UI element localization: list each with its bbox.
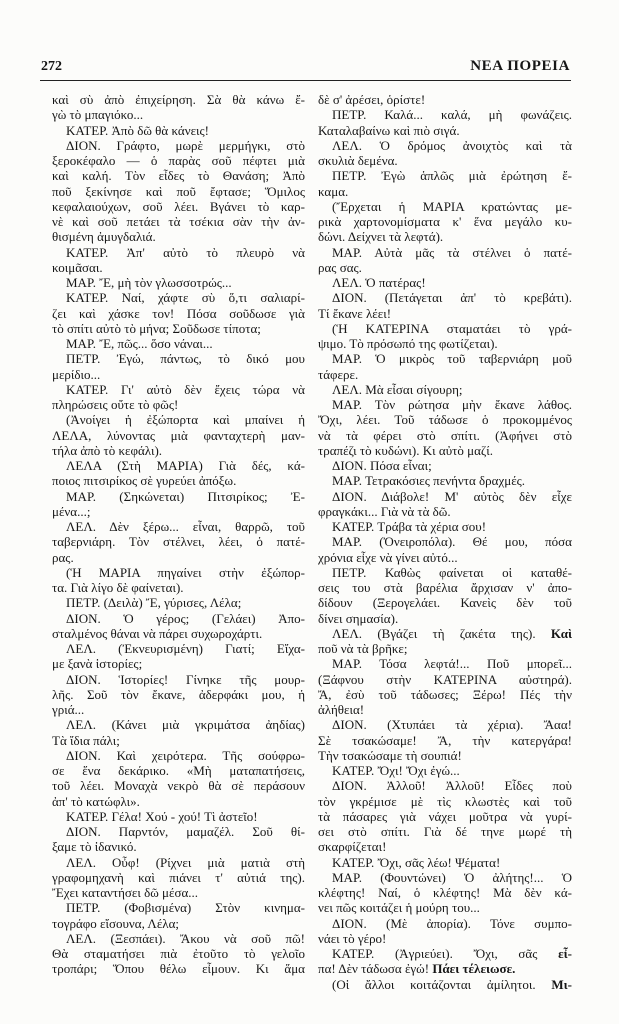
text-line (318, 290, 572, 305)
text-line (52, 260, 305, 275)
line-text: χρόνια εἶχε νὰ γίνει αὐτό... (318, 549, 458, 565)
text-column-right (318, 92, 572, 992)
line-text: σκυλιὰ δεμένα. (318, 153, 398, 168)
line-text: δώνι. Δείχνει τὰ λεφτά). (318, 229, 444, 245)
line-text: ΜΑΡ. (Φουντώνει) Ὁ ἀλήτης!... Ὁ (332, 869, 572, 885)
text-line (52, 687, 305, 702)
dialogue-paragraph (318, 92, 572, 107)
dialogue-paragraph (52, 138, 305, 245)
dialogue-paragraph (52, 900, 305, 931)
text-line (318, 717, 572, 732)
line-text: (Ἡ ΚΑΤΕΡΙΝΑ σταματάει τὸ γρά- (332, 320, 572, 336)
line-text: ΛΕΛ. Ὁ πατέρας! (332, 275, 426, 290)
text-line (318, 794, 572, 809)
line-text: ΔΙΟΝ. Ἱστορίες! Γίνηκε τῆς μουρ- (66, 671, 305, 687)
line-text: γὼ τὸ μπαγιόκο... (52, 107, 144, 123)
line-text: ΠΕΤΡ. Καλά... καλά, μὴ φωνάζεις. (332, 107, 572, 123)
stage-direction (52, 565, 305, 596)
text-line (318, 397, 572, 412)
dialogue-paragraph (52, 672, 305, 718)
text-line (318, 382, 572, 397)
dialogue-paragraph (318, 168, 572, 199)
text-line (52, 245, 305, 260)
text-column-left (52, 92, 305, 977)
line-text: ΜΑΡ. Ἔ, μὴ τὸν γλωσσοτρώς... (66, 275, 232, 290)
text-line (52, 931, 305, 946)
text-line (318, 336, 572, 351)
text-line (52, 885, 305, 900)
text-line (52, 412, 305, 427)
line-text: νὲ καὶ σοῦ πετάει τὰ τσέκια σὰν τὴν ἀν- (52, 214, 305, 229)
line-text-bold: Πάει τέλειωσε. (432, 961, 516, 977)
line-text: τοῦ λέει. Μοναχὰ νεκρὸ θὰ σὲ περάσουν (52, 778, 305, 794)
text-line (52, 290, 305, 305)
text-line (52, 809, 305, 824)
line-text: ΛΕΛ. (Ξεσπάει). Ἄκου νὰ σοῦ πῶ! (66, 930, 305, 946)
line-text: ΛΕΛ. (Ἐκνευρισμένη) Γιατί; Εἴχα- (66, 641, 305, 656)
text-line (52, 855, 305, 870)
line-text: (Ξάφνου στὴν ΚΑΤΕΡΙΝΑ αὐστηρά). (318, 671, 572, 687)
line-text: τα. Γιὰ λίγο δὲ φαίνεται). (52, 580, 184, 595)
text-line (318, 489, 572, 504)
text-line (52, 107, 305, 122)
stage-direction (318, 321, 572, 352)
line-text: τὸν γκρέμισε μὲ τὶς κλωστὲς καὶ τοῦ (318, 793, 572, 809)
text-line (52, 275, 305, 290)
line-text: (Ἔρχεται ἡ ΜΑΡΙΑ κρατώντας με- (332, 198, 572, 214)
dialogue-paragraph (52, 748, 305, 809)
text-line (318, 138, 572, 153)
line-text: νει πῶς κοιτάζει ἡ μούρη του... (318, 900, 480, 916)
line-text: πα! Δὲν τάδωσα ἐγώ! (318, 961, 433, 977)
text-line (52, 656, 305, 671)
text-line (318, 916, 572, 931)
text-line (52, 839, 305, 854)
text-line (318, 565, 572, 580)
dialogue-paragraph (318, 290, 572, 321)
line-text: τροπάρι; Ὅπου θέλω εἶμουν. Κι ἅμα (52, 961, 305, 977)
text-line (52, 641, 305, 656)
line-text: ΠΕΤΡ. Ἐγώ, πάντως, τὸ δικό μου (66, 351, 305, 367)
dialogue-paragraph (52, 595, 305, 610)
line-text: τογράφο εἴσουνα, Λέλα; (52, 915, 180, 931)
dialogue-paragraph (52, 519, 305, 565)
line-text: ρας. (52, 549, 74, 565)
line-text: ΔΙΟΝ. Καὶ χειρότερα. Τῆς σούφρω- (66, 747, 305, 763)
dialogue-paragraph (318, 763, 572, 778)
line-text: νάει τὸ γέρο! (318, 930, 387, 946)
line-text: πληρώσεις οὔτε τὸ φῶς! (52, 397, 179, 412)
text-line (318, 412, 572, 427)
dialogue-paragraph (52, 855, 305, 901)
text-line (52, 763, 305, 778)
line-text: ΜΑΡ. Τετρακόσιες πενήντα δραχμές. (332, 473, 526, 489)
dialogue-paragraph (318, 778, 572, 854)
line-text: ΜΑΡ. Ὁ μικρὸς τοῦ ταβερνιάρη μοῦ (332, 351, 572, 367)
line-text: σε ἕνα δεκάρικο. «Μὴ ματαπατήσεις, (52, 763, 305, 778)
dialogue-paragraph (318, 519, 572, 534)
line-text: ΠΕΤΡ. (Φοβισμένα) Στὸν κινημα- (66, 900, 305, 916)
dialogue-paragraph (318, 138, 572, 169)
text-line (52, 336, 305, 351)
text-line (318, 550, 572, 565)
text-line (52, 580, 305, 595)
dialogue-paragraph (52, 351, 305, 382)
dialogue-paragraph (318, 855, 572, 870)
line-text: (Ἀνοίγει ἡ ἐξώπορτα καὶ μπαίνει ἡ (66, 412, 305, 428)
text-line (52, 397, 305, 412)
line-text: μένα...; (52, 503, 91, 519)
line-text: ΛΕΛ. (Βγάζει τὴ ζακέτα της). (332, 625, 551, 641)
dialogue-paragraph (318, 351, 572, 382)
line-text: μερίδιο... (52, 366, 101, 382)
line-text: ΚΑΤΕΡ. Ἀπ' αὐτὸ τὸ πλευρὸ νὰ (66, 244, 305, 260)
line-text: ΛΕΛΑ, λύνοντας μιὰ φανταχτερὴ μαν- (52, 427, 305, 443)
line-text: κεφαλαιούχων, σοῦ λέει. Βγάνει τὸ καρ- (52, 198, 305, 214)
dialogue-paragraph (318, 245, 572, 276)
text-line (318, 733, 572, 748)
text-line (318, 748, 572, 763)
text-line (52, 672, 305, 687)
text-line (318, 184, 572, 199)
line-text: ρικὰ χαρτονομίσματα κ' ἕνα μεγάλο κυ- (318, 214, 572, 229)
text-line (52, 92, 305, 107)
dialogue-paragraph (52, 245, 305, 276)
text-line (318, 214, 572, 229)
text-line (318, 123, 572, 138)
text-line (318, 900, 572, 915)
text-line (52, 489, 305, 504)
line-text: νὰ τὰ φέρει στὸ σπίτι. (Ἀφήνει στὸ (318, 427, 572, 443)
line-text: ΠΕΤΡ. Ἐγὼ ἁπλῶς μιὰ ἐρώτηση ἔ- (332, 168, 572, 184)
text-line (318, 428, 572, 443)
text-line (318, 534, 572, 549)
dialogue-paragraph (52, 290, 305, 336)
line-text: Τὰ ἴδια πάλι; (52, 732, 120, 748)
text-line (318, 931, 572, 946)
dialogue-paragraph (52, 611, 305, 642)
line-text: δίνει σημασία). (318, 610, 399, 626)
line-text: ΛΕΛ. (Κάνει μιὰ γκριμάτσα ἀηδίας) (66, 717, 305, 733)
text-line (318, 473, 572, 488)
line-text: ΛΕΛ. Οὖφ! (Ρίχνει μιὰ ματιὰ στὴ (66, 854, 305, 870)
line-text: ξαμε τὸ ἰδανικό. (52, 839, 137, 855)
line-text: λῆς. Σοῦ τὸν ἔκανε, ἀδερφάκι μου, ἡ (52, 686, 305, 702)
line-text: ΚΑΤΕΡ. Τράβα τὰ χέρια σου! (332, 519, 487, 534)
line-text: ΔΙΟΝ. Διάβολε! Μ' αὐτὸς δὲν εἶχε (332, 488, 572, 504)
line-text: ΔΙΟΝ. Ὁ γέρος; (Γελάει) Ἀπο- (66, 610, 305, 626)
text-line (52, 428, 305, 443)
dialogue-paragraph (52, 336, 305, 351)
text-line (318, 626, 572, 641)
line-text: τὸ σπίτι αὐτὸ τὸ μήνα; Σοῦδωσε τίποτα; (52, 320, 261, 336)
text-line (52, 184, 305, 199)
dialogue-paragraph (52, 824, 305, 855)
dialogue-paragraph (318, 656, 572, 717)
line-text: Ὄχι, λέει. Τοῦ τάδωσε ὁ προκομμένος (318, 412, 572, 428)
line-text: κοιμᾶσαι. (52, 259, 103, 275)
line-text: ΚΑΤΕΡ. Ὄχι, σᾶς λέω! Ψέματα! (332, 854, 501, 870)
text-line (52, 473, 305, 488)
text-line (52, 748, 305, 763)
dialogue-paragraph (52, 275, 305, 290)
text-line (52, 199, 305, 214)
dialogue-paragraph (318, 626, 572, 657)
dialogue-paragraph (318, 489, 572, 520)
text-line (52, 946, 305, 961)
line-text: θισμένη ἀμυγδαλιά. (52, 229, 156, 245)
line-text: κλέφτης! Ναί, ὁ κλέφτης! Μὰ δὲν κά- (318, 885, 572, 900)
dialogue-paragraph (318, 382, 572, 397)
dialogue-paragraph (318, 946, 572, 977)
text-line (52, 519, 305, 534)
text-line (318, 107, 572, 122)
text-line (318, 229, 572, 244)
line-text: ποῦ ξεκίνησε καὶ ποῦ ἔφτασε; Ὅμιλος (52, 183, 305, 199)
line-text: ΛΕΛΑ (Στὴ ΜΑΡΙΑ) Γιὰ δές, κά- (66, 458, 305, 473)
line-text: ποῦ νὰ τὰ βρῆκε; (318, 641, 408, 656)
dialogue-paragraph (52, 382, 305, 413)
text-line (52, 794, 305, 809)
text-line (318, 245, 572, 260)
text-line (52, 870, 305, 885)
text-line (52, 778, 305, 793)
line-text: Τί ἔκανε λέει! (318, 305, 392, 321)
line-text: με ξανὰ ἱστορίες; (52, 656, 143, 672)
text-line (318, 275, 572, 290)
line-text: γραφομηχανὴ καὶ πιάνει τ' αὐτιά της). (52, 869, 305, 885)
line-text: ΚΑΤΕΡ. Ἀπὸ δῶ θὰ κάνεις! (66, 122, 210, 138)
dialogue-paragraph (52, 92, 305, 123)
text-line (52, 214, 305, 229)
line-text: ΔΙΟΝ. Πόσα εἶναι; (332, 458, 432, 473)
text-line (52, 382, 305, 397)
text-line (52, 351, 305, 366)
line-text: (Ἡ ΜΑΡΙΑ πηγαίνει στὴν ἐξώπορ- (66, 564, 305, 580)
text-line (318, 458, 572, 473)
text-line (52, 733, 305, 748)
line-text: δίδουν (Ξερογελάει. Κανεὶς δὲν τοῦ (318, 595, 572, 611)
text-line (318, 977, 572, 992)
line-text: ταβερνιάρη. Τὸν στέλνει, λέει, ὁ πατέ- (52, 534, 305, 550)
line-text: ἀλήθεια! (318, 702, 365, 717)
line-text: ΚΑΤΕΡ. Ναί, χάφτε σὺ ὅ,τι σαλιαρί- (66, 290, 305, 306)
dialogue-paragraph (52, 123, 305, 138)
text-line (318, 443, 572, 458)
line-text: ΛΕΛ. Μὰ εἶσαι σίγουρη; (332, 381, 463, 397)
text-line (52, 534, 305, 549)
dialogue-paragraph (52, 717, 305, 748)
dialogue-paragraph (318, 565, 572, 626)
text-line (318, 824, 572, 839)
line-text: ΛΕΛ. Ὁ δρόμος ἀνοιχτὸς καὶ τὰ (332, 137, 572, 153)
dialogue-paragraph (52, 809, 305, 824)
text-line (318, 199, 572, 214)
text-line (318, 168, 572, 183)
text-line (52, 321, 305, 336)
line-text: φραγκάκι... Γιὰ νὰ τὰ δῶ. (318, 503, 451, 519)
text-line (318, 260, 572, 275)
line-text: ΔΙΟΝ. Παρντόν, μαμαζέλ. Σοῦ θί- (66, 824, 305, 839)
line-text: Θὰ σταματήσει πιὰ ἐτοῦτο τὸ γελοῖο (52, 946, 305, 961)
line-text: τάφερε. (318, 366, 359, 382)
text-line (318, 702, 572, 717)
line-text-bold: Μι- (551, 976, 572, 992)
line-text: Ἄ, ἐσὺ τοῦ τάδωσες; Ξέρω! Πές τὴν (318, 686, 572, 702)
line-text: ποιος πιτσιρίκος σὲ γυρεύει ἀπόξω. (52, 473, 237, 489)
line-text: Ἔχει καταντήσει δῶ μέσα... (52, 885, 199, 900)
text-line (52, 900, 305, 915)
line-text: ΜΑΡ. (Σηκώνεται) Πιτσιρίκος; Ἐ- (66, 488, 305, 504)
line-text: ξεροκέφαλο — ὁ παρὰς σοῦ πέφτει μιὰ (52, 153, 305, 168)
text-line (52, 138, 305, 153)
text-line (318, 351, 572, 366)
line-text: Τὴν τσακώσαμε τὴ σουπιά! (318, 747, 462, 763)
line-text: ψιμο. Τὸ πρόσωπό της φωτίζεται). (318, 336, 498, 351)
line-text: ΚΑΤΕΡ. Γέλα! Χού - χού! Τὶ ἀστεῖο! (66, 808, 258, 824)
journal-title: ΝΕΑ ΠΟΡΕΙΑ (470, 58, 570, 74)
line-text: σει στὸ σπίτι. Γιὰ δέ τηνε μωρέ τὴ (318, 824, 572, 839)
text-line (52, 367, 305, 382)
line-text: τραπέζι τὸ κυδώνι). Κι αὐτὸ μαζί. (318, 442, 494, 458)
line-text: τὰ πάσαρες γιὰ νάχει μοῦτρα νὰ γυρί- (318, 808, 572, 824)
text-line (52, 123, 305, 138)
dialogue-paragraph (52, 458, 305, 489)
dialogue-paragraph (318, 275, 572, 290)
dialogue-paragraph (318, 397, 572, 458)
line-text: ζει καὶ χάσκε τον! Πόσα σοῦδωσε γιὰ (52, 305, 305, 321)
text-line (52, 717, 305, 732)
text-line (52, 595, 305, 610)
text-line (52, 504, 305, 519)
text-line (318, 641, 572, 656)
dialogue-paragraph (52, 489, 305, 520)
dialogue-paragraph (318, 458, 572, 473)
text-line (52, 550, 305, 565)
text-line (318, 306, 572, 321)
text-line (52, 626, 305, 641)
line-text: ΜΑΡ. Ἔ, πῶς... ὅσο νάναι... (66, 336, 213, 351)
line-text: (Οἱ ἄλλοι κοιτάζονται ἀμίλητοι. (332, 976, 552, 992)
line-text: σεις του στὰ βαρέλια ἄρχισαν ν' ἀπο- (318, 580, 572, 595)
dialogue-paragraph (318, 717, 572, 763)
text-line (52, 961, 305, 976)
line-text: ΔΙΟΝ. (Χτυπάει τὰ χέρια). Ἄαα! (332, 717, 572, 733)
line-text: τήλα ἀπὸ τὸ κεφάλι). (52, 442, 163, 458)
text-line (318, 92, 572, 107)
text-line (52, 443, 305, 458)
text-line (318, 580, 572, 595)
line-text: ΜΑΡ. Αὐτὰ μᾶς τὰ στέλνει ὁ πατέ- (332, 244, 572, 260)
text-line (52, 168, 305, 183)
dialogue-paragraph (52, 931, 305, 977)
stage-direction (318, 977, 572, 992)
text-line (318, 855, 572, 870)
line-text: ΔΙΟΝ. (Πετάγεται ἀπ' τὸ κρεβάτι). (332, 290, 572, 306)
line-text: ΜΑΡ. Τὸν ρώτησα μὴν ἔκανε λάθος. (332, 397, 572, 412)
text-line (318, 885, 572, 900)
line-text-bold: Καὶ (550, 625, 572, 641)
dialogue-paragraph (318, 916, 572, 947)
line-text: ΜΑΡ. (Ὀνειροπόλα). Θέ μου, πόσα (332, 534, 572, 550)
text-line (52, 306, 305, 321)
line-text-bold: εἶ- (558, 946, 572, 961)
text-line (52, 229, 305, 244)
text-line (318, 656, 572, 671)
text-line (52, 702, 305, 717)
line-text: ΜΑΡ. Τόσα λεφτά!... Ποῦ μπορεῖ... (332, 656, 572, 672)
line-text: ΚΑΤΕΡ. Γι' αὐτὸ δὲν ἔχεις τώρα νὰ (66, 381, 305, 397)
text-line (52, 611, 305, 626)
text-line (318, 611, 572, 626)
text-line (52, 565, 305, 580)
text-line (318, 367, 572, 382)
text-line (318, 809, 572, 824)
text-line (318, 961, 572, 976)
line-text: δὲ σ' ἀρέσει, ὁρίστε! (318, 92, 426, 107)
line-text: ρας σας. (318, 259, 362, 275)
text-line (318, 153, 572, 168)
text-line (318, 763, 572, 778)
text-line (52, 458, 305, 473)
page-number: 272 (41, 59, 62, 74)
line-text: ΔΙΟΝ. Γράφτο, μωρὲ μερμήγκι, στὸ (66, 137, 305, 153)
line-text: καὶ καλή. Τὸν εἶδες τὸ Θανάση; Ἀπὸ (52, 168, 305, 184)
text-line (318, 321, 572, 336)
line-text: σταλμένος θάναι νὰ πάρει συχωροχάρτι. (52, 625, 263, 641)
dialogue-paragraph (318, 107, 572, 138)
text-line (52, 153, 305, 168)
line-text: ΠΕΤΡ. (Δειλὰ) Ἔ, γύρισες, Λέλα; (66, 595, 242, 611)
text-line (318, 778, 572, 793)
line-text: Καταλαβαίνω καὶ πιὸ σιγά. (318, 122, 460, 138)
line-text: Σὲ τσακώσαμε! Ἄ, τὴν κατεργάρα! (318, 732, 572, 748)
line-text: ΔΙΟΝ. (Μὲ ἀπορία). Τόνε συμπο- (332, 915, 572, 931)
text-line (318, 504, 572, 519)
line-text: σκαρφίζεται! (318, 839, 387, 855)
dialogue-paragraph (52, 641, 305, 672)
dialogue-paragraph (318, 870, 572, 916)
text-line (318, 946, 572, 961)
text-line (318, 595, 572, 610)
line-text: ἀπ' τὸ κατώφλι». (52, 793, 140, 809)
line-text: γριά... (52, 702, 85, 717)
dialogue-paragraph (318, 534, 572, 565)
text-line (52, 916, 305, 931)
line-text: ΠΕΤΡ. Καθὼς φαίνεται οἱ καταθέ- (332, 564, 572, 580)
text-line (318, 687, 572, 702)
line-text: ΚΑΤΕΡ. Ὄχι! Ὄχι ἐγώ... (332, 763, 460, 778)
line-text: ΚΑΤΕΡ. (Ἀγριεύει). Ὄχι, σᾶς (332, 946, 559, 961)
line-text: καὶ σὺ ἀπὸ ἐπιχείρηση. Σὰ θὰ κάνω ἔ- (52, 92, 305, 107)
text-line (318, 519, 572, 534)
text-line (318, 839, 572, 854)
line-text: καμα. (318, 183, 349, 199)
line-text: ΛΕΛ. Δὲν ξέρω... εἶναι, θαρρῶ, τοῦ (66, 519, 305, 534)
text-line (318, 870, 572, 885)
header-rule (40, 80, 571, 81)
stage-direction (52, 412, 305, 458)
line-text: ΔΙΟΝ. Ἀλλοῦ! Ἀλλοῦ! Εἶδες ποὺ (332, 778, 572, 794)
text-line (52, 824, 305, 839)
stage-direction (318, 199, 572, 245)
text-line (318, 672, 572, 687)
dialogue-paragraph (318, 473, 572, 488)
